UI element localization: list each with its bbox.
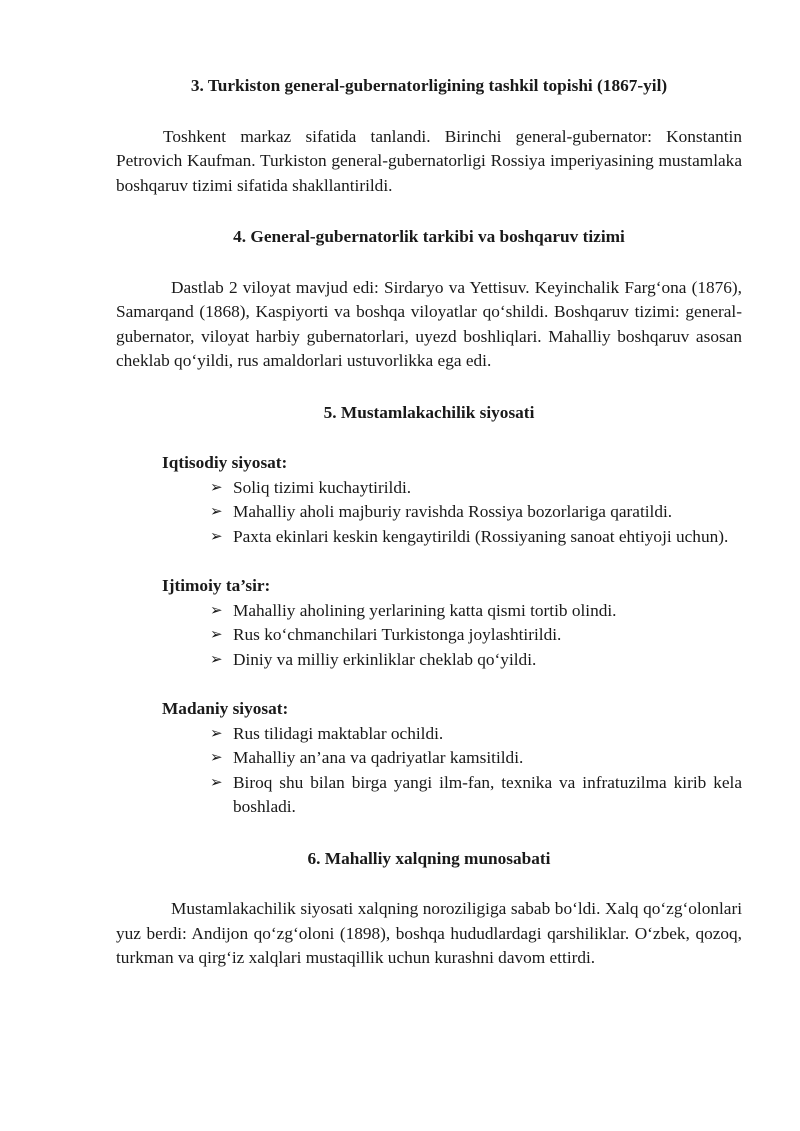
social-impact-heading: Ijtimoiy ta’sir:: [162, 576, 271, 595]
list-item: ➢ Mahalliy aholining yerlarining katta qismi tortib olindi.: [210, 599, 742, 624]
cultural-policy-heading: Madaniy siyosat:: [162, 699, 289, 718]
arrow-bullet-icon: ➢: [210, 504, 223, 520]
economic-policy-block: [162, 451, 742, 549]
cultural-policy-list: [162, 722, 742, 820]
section-6-paragraph: Mustamlakachilik siyosati xalqning noroziligiga sabab bo‘ldi. Xalq qo‘zg‘olonlari yuz berdi: Andijon qo‘zg‘oloni (1898), boshqa hududlardagi qarshiliklar. O‘zbek, qozoq, turkman va qirg‘iz xalqlari mustaqillik uchun kurashni davom ettirdi.: [116, 899, 742, 967]
section-4-paragraph: Dastlab 2 viloyat mavjud edi: Sirdaryo va Yettisuv. Keyinchalik Farg‘ona (1876), Samarqand (1868), Kaspiyorti va boshqa viloyatlar qo‘shildi. Boshqaruv tizimi: general-gubernator, viloyat harbiy gubernatorlari, uyezd boshliqlari. Mahalliy boshqaruv asosan cheklab qo‘yildi, rus amaldorlari ustuvorlikka ega edi.: [116, 277, 742, 370]
list-item: ➢ Soliq tizimi kuchaytirildi.: [210, 476, 742, 501]
cultural-policy-block: [162, 697, 742, 820]
section-4-title: 4. General-gubernatorlik tarkibi va boshqaruv tizimi: [233, 227, 625, 246]
economic-policy-heading: Iqtisodiy siyosat:: [162, 453, 288, 472]
section-6-title: 6. Mahalliy xalqning munosabati: [307, 848, 551, 868]
section-3-paragraph: Toshkent markaz sifatida tanlandi. Birinchi general-gubernator: Konstantin Petrovich Kaufman. Turkiston general-gubernatorligi Rossiya imperiyasining mustamlaka boshqaruv tizimi sifatida shakllantirildi.: [116, 126, 742, 195]
section-5-title: 5. Mustamlakachilik siyosati: [323, 402, 535, 422]
social-impact-list: [162, 599, 742, 673]
social-impact-block: [162, 574, 742, 672]
economic-policy-list: [162, 476, 742, 550]
list-item: ➢ Paxta ekinlari keskin kengaytirildi (Rossiyaning sanoat ehtiyoji uchun).: [210, 525, 742, 550]
section-3-title: 3. Turkiston general-gubernatorligining tashkil topishi (1867-yil): [190, 76, 668, 95]
arrow-bullet-icon: ➢: [210, 651, 223, 668]
arrow-bullet-icon: ➢: [210, 725, 223, 742]
arrow-bullet-icon: ➢: [210, 627, 223, 643]
list-item: ➢ Biroq shu bilan birga yangi ilm-fan, texnika va infratuzilma kirib kela boshladi.: [210, 772, 742, 816]
arrow-bullet-icon: ➢: [210, 479, 223, 496]
arrow-bullet-icon: ➢: [210, 528, 223, 545]
list-item: ➢ Rus ko‘chmanchilari Turkistonga joylashtirildi.: [210, 623, 742, 648]
list-item: ➢ Mahalliy an’ana va qadriyatlar kamsitildi.: [210, 746, 742, 771]
arrow-bullet-icon: ➢: [210, 774, 223, 791]
document-page: [116, 74, 742, 971]
list-item: ➢ Rus tilidagi maktablar ochildi.: [210, 722, 742, 747]
arrow-bullet-icon: ➢: [210, 602, 223, 619]
arrow-bullet-icon: ➢: [210, 750, 223, 766]
list-item: ➢ Diniy va milliy erkinliklar cheklab qo‘yildi.: [210, 648, 742, 673]
list-item: ➢ Mahalliy aholi majburiy ravishda Rossiya bozorlariga qaratildi.: [210, 500, 742, 525]
